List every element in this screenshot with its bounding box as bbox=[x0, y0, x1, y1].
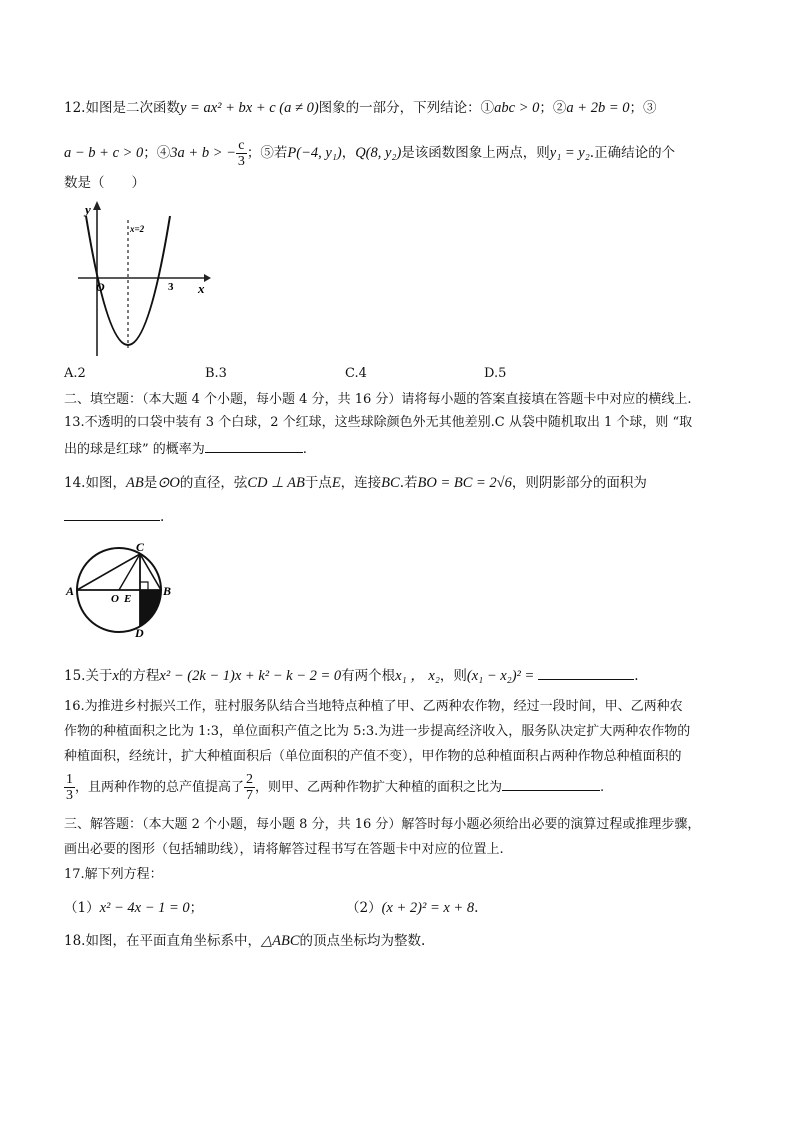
q12-line1: 12.如图是二次函数y = ax² + bx + c (a ≠ 0)图象的一部分，下列结论：①abc > 0；②a + 2b = 0；③ bbox=[64, 100, 657, 116]
root-label: 3 bbox=[168, 281, 174, 293]
q14-line1: 14.如图，AB是⊙O的直径，弦CD ⊥ AB于点E，连接BC.若BO = BC = 2√6，则阴影部分的面积为 bbox=[64, 475, 647, 491]
y-label: y bbox=[85, 202, 91, 217]
option-d[interactable]: D.5 bbox=[484, 366, 507, 381]
label-c: C bbox=[136, 540, 145, 554]
section2-heading: 二、填空题：（本大题 4 个小题，每小题 4 分，共 16 分）请将每小题的答案直接填在答题卡中对应的横线上. bbox=[64, 392, 692, 407]
q14-line2: . bbox=[64, 506, 164, 527]
q17-part2: （2）(x + 2)² = x + 8. bbox=[346, 900, 479, 916]
q16-line3: 种植面积，经统计，扩大种植面积后（单位面积的产值不变），甲作物的总种植面积占两种作物总种植面积的 bbox=[64, 749, 682, 764]
axis-label: x=2 bbox=[130, 224, 145, 234]
label-a: A bbox=[66, 584, 75, 598]
q16-fraction-1-3: $\frac{1}{3}$ bbox=[66, 772, 73, 803]
q16-line2: 作物的种植面积之比为 1:3，单位面积产值之比为 5:3.为进一步提高经济收入，服务队决定扩大两种农作物的 bbox=[64, 724, 691, 739]
section3-line1: 三、解答题：（本大题 2 个小题，每小题 8 分，共 16 分）解答时每小题必须给出必要的演算过程或推理步骤， bbox=[64, 817, 701, 832]
q16-line4: $\frac{1}{3}$ ，且两种作物的总产值提高了 $\frac{2}{7}$ ，则甲、乙两种作物扩大种植的面积之比为 . bbox=[66, 772, 605, 803]
label-e: E bbox=[124, 593, 132, 605]
q15-answer-blank[interactable] bbox=[538, 665, 634, 680]
label-d: D bbox=[135, 626, 144, 640]
x-label: x bbox=[198, 281, 205, 296]
q18-line: 18.如图，在平面直角坐标系中，△ABC的顶点坐标均为整数. bbox=[64, 933, 426, 949]
q13-answer-blank[interactable] bbox=[205, 438, 303, 453]
q17-part1: （1）x² − 4x − 1 = 0； bbox=[64, 900, 204, 916]
option-c[interactable]: C.4 bbox=[345, 366, 367, 381]
right-angle-mark bbox=[140, 582, 148, 590]
option-a[interactable]: A.2 bbox=[64, 366, 86, 381]
q14-answer-blank[interactable] bbox=[64, 506, 160, 521]
section3-line2: 画出必要的图形（包括辅助线），请将解答过程书写在答题卡中对应的位置上. bbox=[64, 842, 504, 857]
q16-line1: 16.为推进乡村振兴工作，驻村服务队结合当地特点种植了甲、乙两种农作物，经过一段时间，甲、乙两种农 bbox=[64, 699, 683, 714]
q15-line: 15.关于x的方程x² − (2k − 1)x + k² − k − 2 = 0有两个根x₁ ， x₂，则(x₁ − x₂)² = . bbox=[64, 665, 639, 686]
q16-fraction-2-7: $\frac{2}{7}$ bbox=[246, 772, 254, 803]
q12-line2: a − b + c > 0；④3a + b > − $\frac{c}{3}$ ；⑤若P(−4, y₁)，Q(8, y₂)是该函数图象上两点，则y₁ = y₂.正确结论的个 bbox=[64, 138, 676, 169]
q12-c-over-3: $\frac{c}{3}$ bbox=[237, 138, 245, 169]
x-axis-arrow bbox=[204, 274, 211, 282]
label-o: O bbox=[111, 593, 119, 605]
label-b: B bbox=[163, 584, 172, 598]
q12-line3: 数是（ ） bbox=[64, 175, 145, 191]
q16-answer-blank[interactable] bbox=[502, 776, 600, 791]
q13-line2: 出的球是红球” 的概率为 . bbox=[64, 438, 307, 460]
segment-ac bbox=[77, 554, 140, 590]
q17-title: 17.解下列方程： bbox=[64, 867, 163, 882]
circle-figure bbox=[64, 538, 184, 640]
q13-line1: 13.不透明的口袋中装有 3 个白球，2 个红球，这些球除颜色外无其他差别.C 从袋中随机取出 1 个球，则 “取 bbox=[64, 415, 693, 430]
origin-label: O bbox=[96, 280, 105, 294]
y-axis-arrow bbox=[93, 201, 101, 210]
option-b[interactable]: B.3 bbox=[205, 366, 227, 381]
parabola-figure bbox=[72, 198, 212, 360]
